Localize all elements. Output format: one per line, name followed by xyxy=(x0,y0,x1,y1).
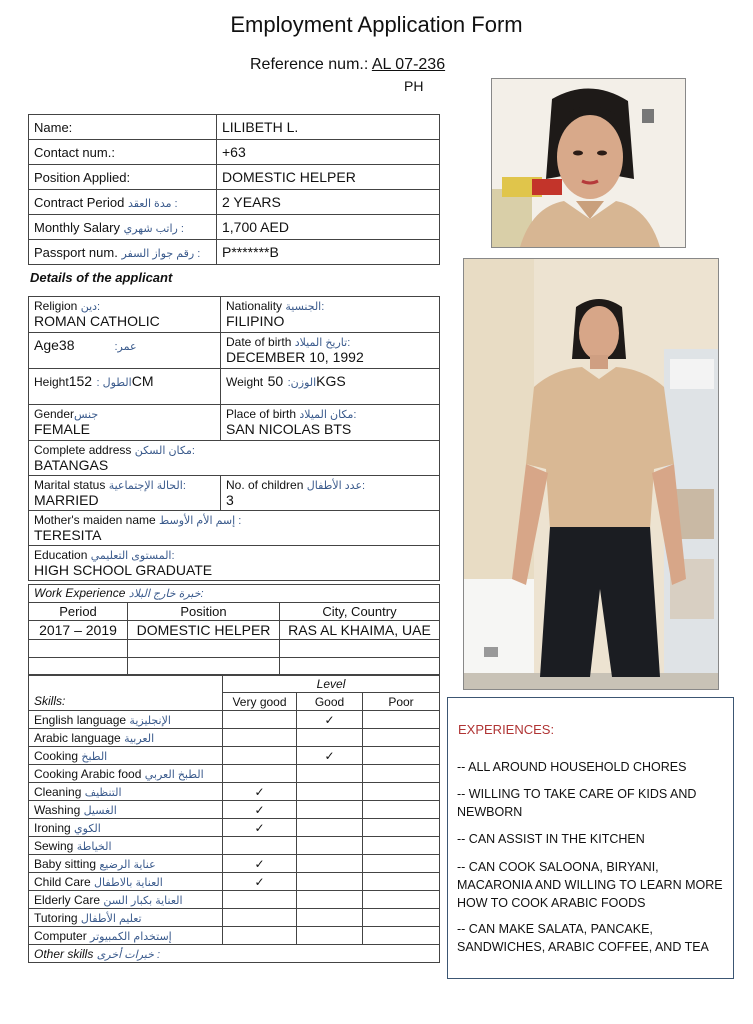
skill-level-cell xyxy=(223,765,297,783)
skill-level-cell xyxy=(223,729,297,747)
skill-row xyxy=(29,927,440,945)
skill-name: Cooking Arabic food xyxy=(34,766,142,781)
mother-label: Mother's maiden name xyxy=(34,513,156,527)
pob-label-ar: مكان الميلاد: xyxy=(299,409,357,421)
experiences-title: EXPERIENCES: xyxy=(458,722,555,737)
contact-label: Contact num.: xyxy=(34,144,115,160)
address-row xyxy=(29,441,440,476)
reference-line xyxy=(250,56,445,74)
passport-label-ar: رقم جواز السفر : xyxy=(121,247,201,260)
salary-row xyxy=(29,215,440,240)
address-label-ar: مكان السكن: xyxy=(134,445,195,457)
country-code: PH xyxy=(404,78,424,94)
position-value: DOMESTIC HELPER xyxy=(222,169,356,185)
contact-value: +63 xyxy=(222,144,246,160)
gender-label-ar: جنس xyxy=(74,409,99,421)
skill-level-cell xyxy=(223,891,297,909)
passport-value: P*******B xyxy=(222,244,279,260)
experiences-box xyxy=(447,697,734,979)
age-label-ar: عمر: xyxy=(114,341,137,353)
work-col-position: Position xyxy=(128,603,280,621)
skill-level-cell xyxy=(363,783,440,801)
skill-row xyxy=(29,873,440,891)
weight-value: 50KGS xyxy=(267,373,346,389)
contact-row xyxy=(29,140,440,165)
skill-level-cell xyxy=(297,909,363,927)
skill-name: Cooking xyxy=(34,748,79,763)
skill-name: Washing xyxy=(34,802,81,817)
skill-level-cell xyxy=(363,765,440,783)
marital-value: MARRIED xyxy=(34,492,99,508)
skill-level-cell xyxy=(223,819,297,837)
skill-row xyxy=(29,729,440,747)
skill-level-cell xyxy=(297,729,363,747)
education-row xyxy=(29,546,440,581)
skill-row xyxy=(29,819,440,837)
skill-level-cell xyxy=(223,801,297,819)
other-skills-row xyxy=(29,945,440,963)
name-value: LILIBETH L. xyxy=(222,119,299,135)
contract-label-ar: مدة العقد : xyxy=(127,197,178,210)
gender-pob-row xyxy=(29,405,440,441)
education-value: HIGH SCHOOL GRADUATE xyxy=(34,562,213,578)
children-value: 3 xyxy=(226,492,234,508)
skill-name: Computer xyxy=(34,928,87,943)
children-label-ar: عدد الأطفال: xyxy=(306,480,366,492)
nationality-value: FILIPINO xyxy=(226,313,285,329)
skill-level-cell xyxy=(363,729,440,747)
skill-level-cell xyxy=(297,819,363,837)
skill-name-ar: الغسيل xyxy=(83,804,117,817)
work-position: DOMESTIC HELPER xyxy=(128,621,280,640)
work-title-ar: خبرة خارج البلاد: xyxy=(128,588,204,600)
work-col-period: Period xyxy=(29,603,128,621)
experience-item: -- CAN ASSIST IN THE KITCHEN xyxy=(457,832,645,846)
skill-name: English language xyxy=(34,712,127,727)
check-icon: ✓ xyxy=(254,784,265,799)
work-col-city: City, Country xyxy=(280,603,440,621)
skill-name-cell xyxy=(29,837,223,855)
marital-label-ar: الحالة الإجتماعية: xyxy=(108,480,186,492)
skill-level-cell xyxy=(223,927,297,945)
skill-row xyxy=(29,837,440,855)
check-icon: ✓ xyxy=(254,856,265,871)
skill-level-cell xyxy=(363,837,440,855)
skill-name-ar: الخياطة xyxy=(76,840,112,853)
skills-level-header: Level xyxy=(223,675,440,693)
skill-level-cell xyxy=(297,927,363,945)
skill-name: Baby sitting xyxy=(34,856,97,871)
skill-name-ar: إستخدام الكمبيوتر xyxy=(90,930,172,943)
skill-name-cell xyxy=(29,711,223,729)
contract-row xyxy=(29,190,440,215)
skill-name-cell xyxy=(29,873,223,891)
height-label-ar: الطول : xyxy=(96,377,132,389)
full-body-illustration xyxy=(464,259,718,689)
contract-value: 2 YEARS xyxy=(222,194,281,210)
portrait-illustration xyxy=(492,79,685,247)
pob-label: Place of birth xyxy=(226,407,297,421)
skill-row xyxy=(29,711,440,729)
skill-name-cell xyxy=(29,765,223,783)
skill-name-ar: العناية بالاطفال xyxy=(94,876,163,889)
skill-level-cell xyxy=(223,783,297,801)
address-label: Complete address xyxy=(34,443,132,457)
nationality-label: Nationality xyxy=(226,299,283,313)
experience-item: -- CAN MAKE SALATA, PANCAKE, SANDWICHES, ARABIC COFFEE, AND TEA xyxy=(457,922,709,954)
pob-value: SAN NICOLAS BTS xyxy=(226,421,352,437)
skill-name-ar: العربية xyxy=(124,732,155,745)
education-label: Education xyxy=(34,548,88,562)
marital-label: Marital status xyxy=(34,478,106,492)
work-row-empty xyxy=(29,658,440,676)
skill-name-cell xyxy=(29,801,223,819)
weight-label: Weight xyxy=(226,375,264,389)
skill-level-cell xyxy=(223,855,297,873)
work-title-row xyxy=(29,585,440,603)
mother-label-ar: إسم الأم الأوسط : xyxy=(159,515,242,527)
age-dob-row xyxy=(29,333,440,369)
salary-label-ar: راتب شهري : xyxy=(123,222,184,235)
dob-label-ar: تاريخ الميلاد: xyxy=(294,337,351,349)
skill-name-cell xyxy=(29,819,223,837)
work-experience-table xyxy=(28,584,440,676)
form-title: Employment Application Form xyxy=(230,12,523,37)
work-row-empty xyxy=(29,640,440,658)
skill-level-cell xyxy=(363,801,440,819)
weight-label-ar: الوزن: xyxy=(287,377,317,389)
skill-name-ar: الطبخ xyxy=(81,750,108,763)
skill-level-cell xyxy=(363,819,440,837)
skill-name-ar: تعليم الأطفال xyxy=(80,912,142,925)
dob-label: Date of birth xyxy=(226,335,292,349)
education-label-ar: المستوى التعليمي: xyxy=(90,550,175,562)
name-label: Name: xyxy=(34,119,73,135)
height-weight-row xyxy=(29,369,440,405)
skills-level-row xyxy=(29,675,440,693)
work-header-row xyxy=(29,603,440,621)
reference-label: Reference num.: xyxy=(250,56,369,73)
skill-name: Child Care xyxy=(34,874,91,889)
skills-table xyxy=(28,674,440,963)
skill-row xyxy=(29,783,440,801)
skill-name-ar: الإنجليزية xyxy=(129,714,171,727)
skill-level-cell xyxy=(297,837,363,855)
level-very-good: Very good xyxy=(223,693,297,711)
other-skills-cell xyxy=(29,945,440,963)
details-table xyxy=(28,296,440,581)
position-row xyxy=(29,165,440,190)
skill-level-cell xyxy=(297,783,363,801)
skill-level-cell xyxy=(363,747,440,765)
mother-value: TERESITA xyxy=(34,527,102,543)
skill-level-cell xyxy=(363,855,440,873)
check-icon: ✓ xyxy=(254,820,265,835)
skill-name-cell xyxy=(29,729,223,747)
skill-name-cell xyxy=(29,927,223,945)
skills-title: Skills: xyxy=(29,675,223,711)
mother-row xyxy=(29,511,440,546)
skill-level-cell xyxy=(297,765,363,783)
skill-level-cell xyxy=(297,891,363,909)
level-good: Good xyxy=(297,693,363,711)
marital-children-row xyxy=(29,476,440,511)
skill-name-cell xyxy=(29,783,223,801)
other-skills-label-ar: خبرات أخرى : xyxy=(96,948,161,961)
skill-level-cell xyxy=(297,711,363,729)
contract-label: Contract Period xyxy=(34,194,125,210)
skill-name-cell xyxy=(29,747,223,765)
gender-value: FEMALE xyxy=(34,421,91,437)
skill-name-ar: العناية بكبار السن xyxy=(103,894,183,907)
name-row xyxy=(29,115,440,140)
gender-label: Gender xyxy=(34,407,75,421)
skill-name: Elderly Care xyxy=(34,892,101,907)
religion-label: Religion xyxy=(34,299,78,313)
children-label: No. of children xyxy=(226,478,304,492)
age-value: 38 xyxy=(58,337,75,353)
skill-level-cell xyxy=(363,909,440,927)
skill-level-cell xyxy=(363,873,440,891)
skill-row xyxy=(29,909,440,927)
skill-name: Tutoring xyxy=(34,910,78,925)
check-icon: ✓ xyxy=(254,802,265,817)
religion-value: ROMAN CATHOLIC xyxy=(34,313,160,329)
skill-level-cell xyxy=(297,747,363,765)
religion-nationality-row xyxy=(29,297,440,333)
position-label: Position Applied: xyxy=(34,169,131,185)
skill-level-cell xyxy=(223,909,297,927)
skill-level-cell xyxy=(297,873,363,891)
experience-item: -- ALL AROUND HOUSEHOLD CHORES xyxy=(457,760,687,774)
skill-name-ar: الكوي xyxy=(74,822,101,835)
dob-value: DECEMBER 10, 1992 xyxy=(226,349,364,365)
skill-level-cell xyxy=(223,873,297,891)
skill-level-cell xyxy=(363,711,440,729)
experience-item: -- CAN COOK SALOONA, BIRYANI, MACARONIA AND WILLING TO LEARN MORE HOW TO COOK ARABIC FOODS xyxy=(457,860,723,910)
work-title: Work Experience xyxy=(34,586,126,600)
passport-label: Passport num. xyxy=(34,244,118,260)
address-value: BATANGAS xyxy=(34,457,109,473)
applicant-full-body-photo xyxy=(463,258,719,690)
skill-row xyxy=(29,855,440,873)
nationality-label-ar: الجنسية: xyxy=(285,301,325,313)
reference-number: AL 07-236 xyxy=(371,56,446,73)
experience-item: -- WILLING TO TAKE CARE OF KIDS AND NEWBORN xyxy=(457,787,697,819)
religion-label-ar: دين: xyxy=(80,301,101,313)
passport-row xyxy=(29,240,440,265)
skill-row xyxy=(29,801,440,819)
skill-name-ar: التنظيف xyxy=(84,786,122,799)
work-period: 2017 – 2019 xyxy=(29,621,128,640)
skill-level-cell xyxy=(223,711,297,729)
skill-level-cell xyxy=(297,801,363,819)
skill-name: Arabic language xyxy=(34,730,121,745)
skill-name-ar: الطبخ العربي xyxy=(144,768,204,781)
salary-label: Monthly Salary xyxy=(34,219,120,235)
skill-level-cell xyxy=(223,747,297,765)
basic-info-table xyxy=(28,114,440,265)
skill-row xyxy=(29,765,440,783)
skill-row xyxy=(29,747,440,765)
other-skills-label: Other skills xyxy=(34,946,94,961)
height-value: 152CM xyxy=(68,373,154,389)
level-poor: Poor xyxy=(363,693,440,711)
details-section-title: Details of the applicant xyxy=(30,270,173,285)
skill-name: Cleaning xyxy=(34,784,82,799)
skill-name-cell xyxy=(29,855,223,873)
skill-level-cell xyxy=(297,855,363,873)
skill-name-ar: عناية الرضيع xyxy=(99,858,156,871)
salary-value: 1,700 AED xyxy=(222,219,289,235)
check-icon: ✓ xyxy=(324,712,335,727)
height-label: Height xyxy=(34,375,69,389)
skill-row xyxy=(29,891,440,909)
check-icon: ✓ xyxy=(324,748,335,763)
skill-level-cell xyxy=(363,891,440,909)
skill-name: Sewing xyxy=(34,838,74,853)
skill-level-cell xyxy=(223,837,297,855)
skill-level-cell xyxy=(363,927,440,945)
skill-name: Ironing xyxy=(34,820,71,835)
work-row xyxy=(29,621,440,640)
check-icon: ✓ xyxy=(254,874,265,889)
skill-name-cell xyxy=(29,909,223,927)
work-city: RAS AL KHAIMA, UAE xyxy=(280,621,440,640)
skill-name-cell xyxy=(29,891,223,909)
applicant-portrait-photo xyxy=(491,78,686,248)
age-label: Age xyxy=(34,337,59,353)
